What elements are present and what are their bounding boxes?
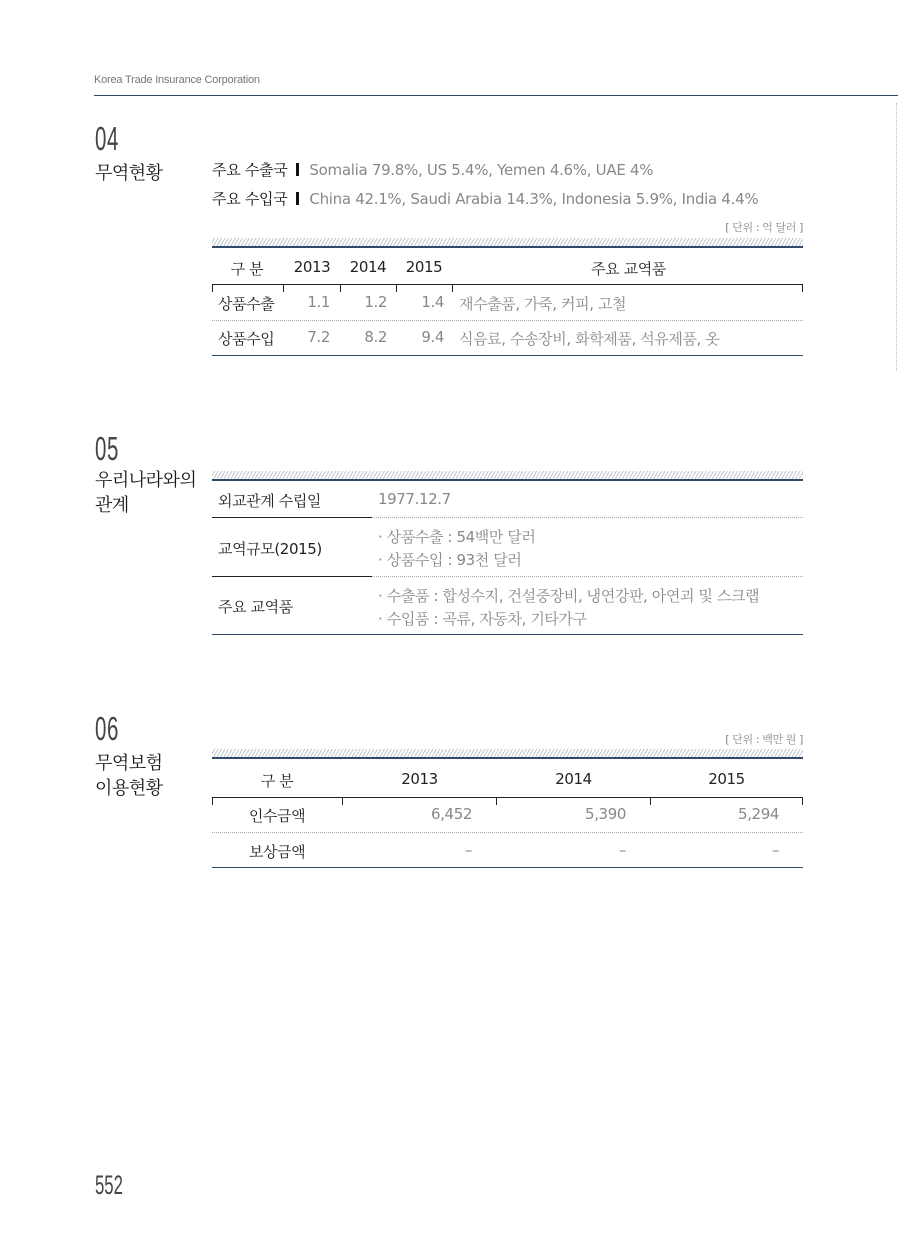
cell-import-2013: 7.2 (307, 328, 330, 346)
cell-export-2014: 1.2 (364, 293, 387, 311)
tick (496, 797, 497, 805)
table-bottom-rule (212, 867, 803, 868)
separator-bar (296, 163, 299, 176)
section-title-insurance-line1: 무역보험 (95, 753, 163, 774)
unit-note: [ 단위 : 백만 원 ] (725, 733, 803, 746)
main-import-countries (212, 188, 758, 209)
row-label-main-items: 주요 교역품 (218, 598, 293, 616)
col-header-2015: 2015 (708, 770, 745, 788)
tick (452, 284, 453, 292)
cell-compensation-2013: – (464, 841, 472, 859)
table-hatch-top (212, 749, 803, 757)
diplomatic-date: 1977.12.7 (378, 490, 451, 508)
row-label-import: 상품수입 (218, 330, 275, 348)
cell-export-items: 재수출품, 가죽, 커피, 고철 (459, 295, 627, 313)
col-header-2014: 2014 (349, 258, 387, 276)
row-label-export: 상품수출 (218, 295, 275, 313)
main-items-import: · 수입품 : 곡류, 자동차, 기타가구 (378, 610, 587, 628)
tick (340, 284, 341, 292)
header-bottom-rule (212, 284, 803, 285)
margin-dotted-rule (896, 103, 897, 371)
running-header: Korea Trade Insurance Corporation (94, 74, 260, 86)
table-bottom-rule (212, 355, 803, 356)
tick (650, 797, 651, 805)
cell-import-2015: 9.4 (421, 328, 444, 346)
label-divider (212, 517, 372, 518)
main-export-countries (212, 159, 653, 180)
tick (212, 797, 213, 805)
tick (342, 797, 343, 805)
row-label-underwriting: 인수금액 (248, 807, 306, 825)
header-rule (94, 95, 898, 96)
page-number: 552 (95, 1170, 123, 1200)
col-header-main-items: 주요 교역품 (591, 260, 666, 278)
trade-volume-export: · 상품수출 : 54백만 달러 (378, 528, 536, 546)
row-divider (372, 517, 803, 518)
section-title-relations-line1: 우리나라와의 (95, 470, 197, 491)
row-divider (212, 832, 803, 833)
col-header-category: 구 분 (230, 260, 264, 278)
row-label-trade-volume: 교역규모(2015) (218, 540, 322, 558)
section-title-relations-line2: 관계 (95, 495, 129, 516)
tick (396, 284, 397, 292)
separator-bar (296, 192, 299, 205)
trade-volume-import: · 상품수입 : 93천 달러 (378, 551, 522, 569)
section-number-05: 05 (95, 430, 120, 467)
col-header-2013: 2013 (293, 258, 331, 276)
table-top-rule (212, 479, 803, 481)
header-bottom-rule (212, 797, 803, 798)
section-number-06: 06 (95, 710, 120, 747)
row-divider (212, 320, 803, 321)
cell-export-2013: 1.1 (307, 293, 330, 311)
table-hatch-top (212, 471, 803, 479)
tick (802, 797, 803, 805)
cell-export-2015: 1.4 (421, 293, 444, 311)
table-bottom-rule (212, 634, 803, 635)
table-top-rule (212, 757, 803, 759)
cell-underwriting-2014: 5,390 (585, 805, 626, 823)
tick (802, 284, 803, 292)
export-value: Somalia 79.8%, US 5.4%, Yemen 4.6%, UAE 4% (309, 161, 654, 179)
section-title-insurance-line2: 이용현황 (95, 778, 163, 799)
import-label: 주요 수입국 (212, 190, 288, 208)
section-number-04: 04 (95, 120, 120, 157)
cell-underwriting-2013: 6,452 (431, 805, 472, 823)
import-value: China 42.1%, Saudi Arabia 14.3%, Indonesia 5.9%, India 4.4% (309, 190, 759, 208)
section-title-trade-status: 무역현황 (95, 163, 163, 184)
main-items-export: · 수출품 : 합성수지, 건설중장비, 냉연강판, 아연괴 및 스크랩 (378, 587, 760, 605)
table-top-rule (212, 246, 803, 248)
col-header-2013: 2013 (401, 770, 438, 788)
cell-import-items: 식음료, 수송장비, 화학제품, 석유제품, 옷 (459, 330, 720, 348)
label-divider (212, 576, 372, 577)
row-label-compensation: 보상금액 (248, 843, 306, 861)
cell-underwriting-2015: 5,294 (738, 805, 779, 823)
col-header-2014: 2014 (555, 770, 592, 788)
table-hatch-top (212, 238, 803, 246)
cell-compensation-2015: – (771, 841, 779, 859)
tick (212, 284, 213, 292)
cell-import-2014: 8.2 (364, 328, 387, 346)
col-header-category: 구 분 (260, 772, 294, 790)
tick (283, 284, 284, 292)
row-divider (372, 576, 803, 577)
unit-note: [ 단위 : 억 달러 ] (725, 221, 803, 234)
cell-compensation-2014: – (618, 841, 626, 859)
export-label: 주요 수출국 (212, 161, 288, 179)
col-header-2015: 2015 (405, 258, 443, 276)
row-label-diplomatic: 외교관계 수립일 (218, 492, 321, 510)
